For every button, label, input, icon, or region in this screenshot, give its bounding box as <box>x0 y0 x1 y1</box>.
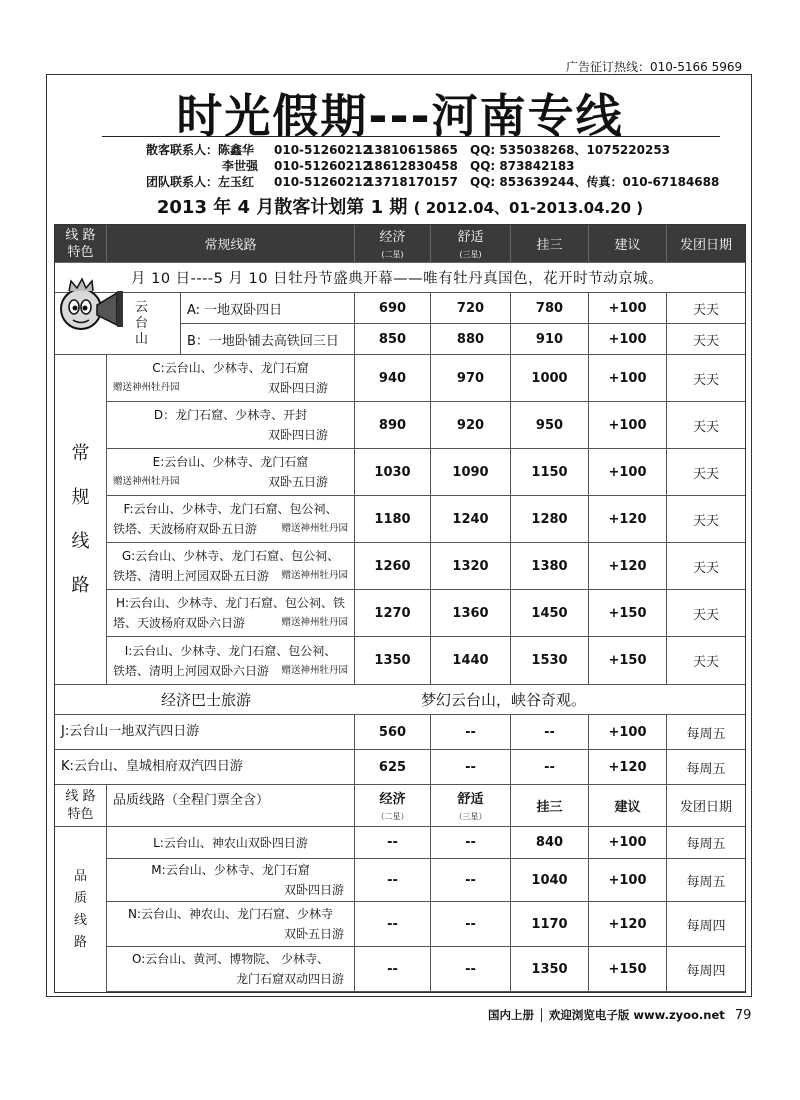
route-line-2 <box>113 519 348 539</box>
route-line-1: L:云台山、神农山双卧四日游 <box>153 835 308 850</box>
contact-phone: 010-51260212 <box>274 175 371 189</box>
comfort-price: -- <box>431 859 511 902</box>
quality-header-route: 品质线路（全程门票全含） <box>107 785 355 827</box>
advice-surcharge: +150 <box>589 947 667 992</box>
superior-price: 840 <box>511 827 589 859</box>
route-line-1: F:云台山、少林寺、龙门石窟、包公祠、 <box>123 502 338 516</box>
contact-phone: 010-51260212 <box>274 159 371 173</box>
quality-header-comfort-label: 舒适 <box>457 791 484 807</box>
economy-price: 625 <box>355 750 431 785</box>
route-line-2 <box>113 378 348 398</box>
contact-label: 李世强 <box>222 159 259 173</box>
title-divider <box>102 136 720 137</box>
departure-schedule: 每周五 <box>667 750 745 785</box>
peony-festival-banner: 月 10 日----5 月 10 日牡丹节盛典开幕——唯有牡丹真国色，花开时节动京城。 <box>55 263 745 293</box>
comfort-price: -- <box>431 750 511 785</box>
route-line-2-text: 铁塔、天波杨府双卧五日游 <box>113 522 258 536</box>
plan-heading <box>0 193 800 219</box>
quality-header-comfort <box>431 785 511 827</box>
route-description: B：一地卧铺去高铁回三日 <box>181 324 355 355</box>
advice-surcharge: +100 <box>589 402 667 449</box>
comfort-price: 1320 <box>431 543 511 590</box>
advice-surcharge: +100 <box>589 827 667 859</box>
contact-mobile: 13810615865 <box>366 143 458 157</box>
gift-note: 赠送神州牡丹园 <box>281 570 348 581</box>
header-departure: 发团日期 <box>667 225 745 263</box>
economy-price: 940 <box>355 355 431 402</box>
comfort-price: 1440 <box>431 637 511 685</box>
departure-schedule: 天天 <box>667 402 745 449</box>
quality-header-departure: 发团日期 <box>667 785 745 827</box>
route-line-2: 双卧四日游 <box>283 883 344 897</box>
plan-period: ( 2012.04、01-2013.04.20 ) <box>413 199 644 217</box>
header-feature: 线 路 特色 <box>55 225 107 263</box>
route-description: A: 一地双卧四日 <box>181 293 355 324</box>
advice-surcharge: +100 <box>589 715 667 750</box>
comfort-price: 720 <box>431 293 511 324</box>
economy-price: 890 <box>355 402 431 449</box>
price-table <box>54 224 746 993</box>
route-description <box>107 947 355 992</box>
departure-schedule: 每周五 <box>667 715 745 750</box>
economy-price: -- <box>355 947 431 992</box>
header-comfort-sub: (三星) <box>459 249 482 259</box>
comfort-price: 1240 <box>431 496 511 543</box>
quality-header-economy <box>355 785 431 827</box>
departure-schedule: 天天 <box>667 449 745 496</box>
route-description: K:云台山、皇城相府双汽四日游 <box>55 750 355 785</box>
route-line-2 <box>113 661 348 681</box>
page-footer <box>488 1007 751 1023</box>
advice-surcharge: +100 <box>589 859 667 902</box>
route-line-1: M:云台山、少林寺、龙门石窟 <box>151 863 310 877</box>
route-description <box>107 590 355 637</box>
contact-qq: QQ: 535038268、1075220253 <box>470 143 671 157</box>
advice-surcharge: +150 <box>589 590 667 637</box>
superior-price: 1040 <box>511 859 589 902</box>
bus-section-title: 经济巴士旅游 <box>161 691 252 709</box>
route-line-2-text: 铁塔、清明上河园双卧六日游 <box>113 663 270 678</box>
route-line-2 <box>113 425 348 445</box>
footer-text: 国内上册 │ 欢迎浏览电子版 www.zyoo.net <box>488 1008 725 1022</box>
comfort-price: -- <box>431 715 511 750</box>
departure-schedule: 天天 <box>667 324 745 355</box>
quality-header-feature: 线 路 特色 <box>55 785 107 827</box>
superior-price: 1380 <box>511 543 589 590</box>
route-line-1: N:云台山、神农山、龙门石窟、少林寺 <box>127 907 334 921</box>
contact-mobile: 13718170157 <box>366 175 458 189</box>
contact-phone: 010-51260212 <box>274 143 371 157</box>
comfort-price: 880 <box>431 324 511 355</box>
comfort-price: -- <box>431 947 511 992</box>
superior-price: 1150 <box>511 449 589 496</box>
header-economy <box>355 225 431 263</box>
contact-label: 团队联系人：左玉红 <box>146 175 255 189</box>
route-line-1: G:云台山、少林寺、龙门石窟、包公祠、 <box>121 549 340 563</box>
contact-qq: QQ: 873842183 <box>470 159 575 173</box>
departure-schedule: 天天 <box>667 496 745 543</box>
route-line-2: 双卧五日游 <box>283 927 344 941</box>
route-line-1: H:云台山、少林寺、龙门石窟、包公祠、铁 <box>115 596 346 610</box>
superior-price: 950 <box>511 402 589 449</box>
advice-surcharge: +100 <box>589 324 667 355</box>
category-quality: 品 质 线 路 <box>55 827 107 992</box>
comfort-price: 1360 <box>431 590 511 637</box>
advice-surcharge: +120 <box>589 902 667 947</box>
economy-price: 1180 <box>355 496 431 543</box>
economy-price: 690 <box>355 293 431 324</box>
header-superior: 挂三 <box>511 225 589 263</box>
economy-price: -- <box>355 859 431 902</box>
economy-price: 850 <box>355 324 431 355</box>
departure-schedule: 每周五 <box>667 859 745 902</box>
route-line-2-text: 铁塔、清明上河园双卧五日游 <box>113 569 270 583</box>
route-description <box>107 902 355 947</box>
departure-schedule: 每周五 <box>667 827 745 859</box>
plan-title: 2013 年 4 月散客计划第 1 期 <box>156 197 408 218</box>
advice-surcharge: +100 <box>589 355 667 402</box>
advice-surcharge: +120 <box>589 750 667 785</box>
comfort-price: -- <box>431 902 511 947</box>
page-number: 79 <box>734 1008 752 1023</box>
contact-label: 散客联系人：陈鑫华 <box>146 143 255 157</box>
departure-schedule: 天天 <box>667 590 745 637</box>
mascot-cell <box>55 293 129 355</box>
economy-price: 1350 <box>355 637 431 685</box>
superior-price: 1280 <box>511 496 589 543</box>
bus-section-row <box>55 685 745 715</box>
header-comfort-label: 舒适 <box>457 229 484 245</box>
advice-surcharge: +100 <box>589 449 667 496</box>
ad-hotline: 广告征订热线：010-5166 5969 <box>566 60 743 74</box>
route-description <box>107 496 355 543</box>
header-comfort <box>431 225 511 263</box>
gift-note: 赠送神州牡丹园 <box>113 476 180 487</box>
economy-price: 1030 <box>355 449 431 496</box>
economy-price: 560 <box>355 715 431 750</box>
route-line-2 <box>113 613 348 633</box>
superior-price: 1350 <box>511 947 589 992</box>
departure-schedule: 天天 <box>667 355 745 402</box>
quality-header-economy-sub: （二星） <box>376 811 409 821</box>
economy-price: 1260 <box>355 543 431 590</box>
header-economy-sub: (二星) <box>381 249 404 259</box>
header-economy-label: 经济 <box>379 229 406 245</box>
route-description <box>107 859 355 902</box>
route-line-2 <box>113 566 348 586</box>
yuntaishan-label: 云 台 山 <box>129 293 181 355</box>
bus-section-slogan: 梦幻云台山，峡谷奇观。 <box>421 691 587 709</box>
contact-qq: QQ: 853639244、传真：010-67184688 <box>470 175 720 189</box>
economy-price: 1270 <box>355 590 431 637</box>
route-line-1: D：龙门石窟、少林寺、开封 <box>153 408 308 422</box>
header-advice: 建议 <box>589 225 667 263</box>
route-line-2-text: 双卧五日游 <box>267 475 328 489</box>
departure-schedule: 天天 <box>667 293 745 324</box>
route-description: J:云台山一地双汽四日游 <box>55 715 355 750</box>
route-line-2 <box>113 472 348 492</box>
route-line-2-text: 双卧四日游 <box>267 428 328 442</box>
gift-note: 赠送神州牡丹园 <box>281 664 348 676</box>
route-description <box>107 637 355 685</box>
quality-header-comfort-sub: （三星） <box>454 811 487 821</box>
superior-price: 1530 <box>511 637 589 685</box>
header-route: 常规线路 <box>107 225 355 263</box>
gift-note: 赠送神州牡丹园 <box>113 382 180 393</box>
page-title: 时光假期---河南专线 <box>176 89 624 143</box>
economy-price: -- <box>355 827 431 859</box>
superior-price: 780 <box>511 293 589 324</box>
route-line-2-text: 塔、天波杨府双卧六日游 <box>113 616 246 630</box>
route-line-1: I:云台山、少林寺、龙门石窟、包公祠、 <box>124 643 337 658</box>
superior-price: 1450 <box>511 590 589 637</box>
advice-surcharge: +120 <box>589 543 667 590</box>
quality-header-superior: 挂三 <box>511 785 589 827</box>
route-description <box>107 827 355 859</box>
gift-note: 赠送神州牡丹园 <box>281 617 348 628</box>
advice-surcharge: +100 <box>589 293 667 324</box>
economy-price: -- <box>355 902 431 947</box>
superior-price: 1000 <box>511 355 589 402</box>
comfort-price: 920 <box>431 402 511 449</box>
quality-header-advice: 建议 <box>589 785 667 827</box>
route-line-2: 龙门石窟双动四日游 <box>235 972 344 986</box>
route-description <box>107 355 355 402</box>
superior-price: 1170 <box>511 902 589 947</box>
category-regular: 常 规 线 路 <box>55 355 107 685</box>
departure-schedule: 每周四 <box>667 902 745 947</box>
route-line-1: C:云台山、少林寺、龙门石窟 <box>152 361 309 375</box>
superior-price: 910 <box>511 324 589 355</box>
departure-schedule: 每周四 <box>667 947 745 992</box>
quality-header-economy-label: 经济 <box>379 791 406 807</box>
gift-note: 赠送神州牡丹园 <box>281 523 348 534</box>
route-line-1: O:云台山、黄河、博物院、 少林寺、 <box>131 952 330 966</box>
advice-surcharge: +120 <box>589 496 667 543</box>
contact-mobile: 18612830458 <box>366 159 458 173</box>
route-line-1: E:云台山、少林寺、龙门石窟 <box>152 455 309 469</box>
route-line-2-text: 双卧四日游 <box>267 381 328 395</box>
route-description <box>107 449 355 496</box>
departure-schedule: 天天 <box>667 543 745 590</box>
comfort-price: 1090 <box>431 449 511 496</box>
route-description <box>107 543 355 590</box>
departure-schedule: 天天 <box>667 637 745 685</box>
comfort-price: 970 <box>431 355 511 402</box>
advice-surcharge: +150 <box>589 637 667 685</box>
superior-price: -- <box>511 750 589 785</box>
route-description <box>107 402 355 449</box>
superior-price: -- <box>511 715 589 750</box>
comfort-price: -- <box>431 827 511 859</box>
